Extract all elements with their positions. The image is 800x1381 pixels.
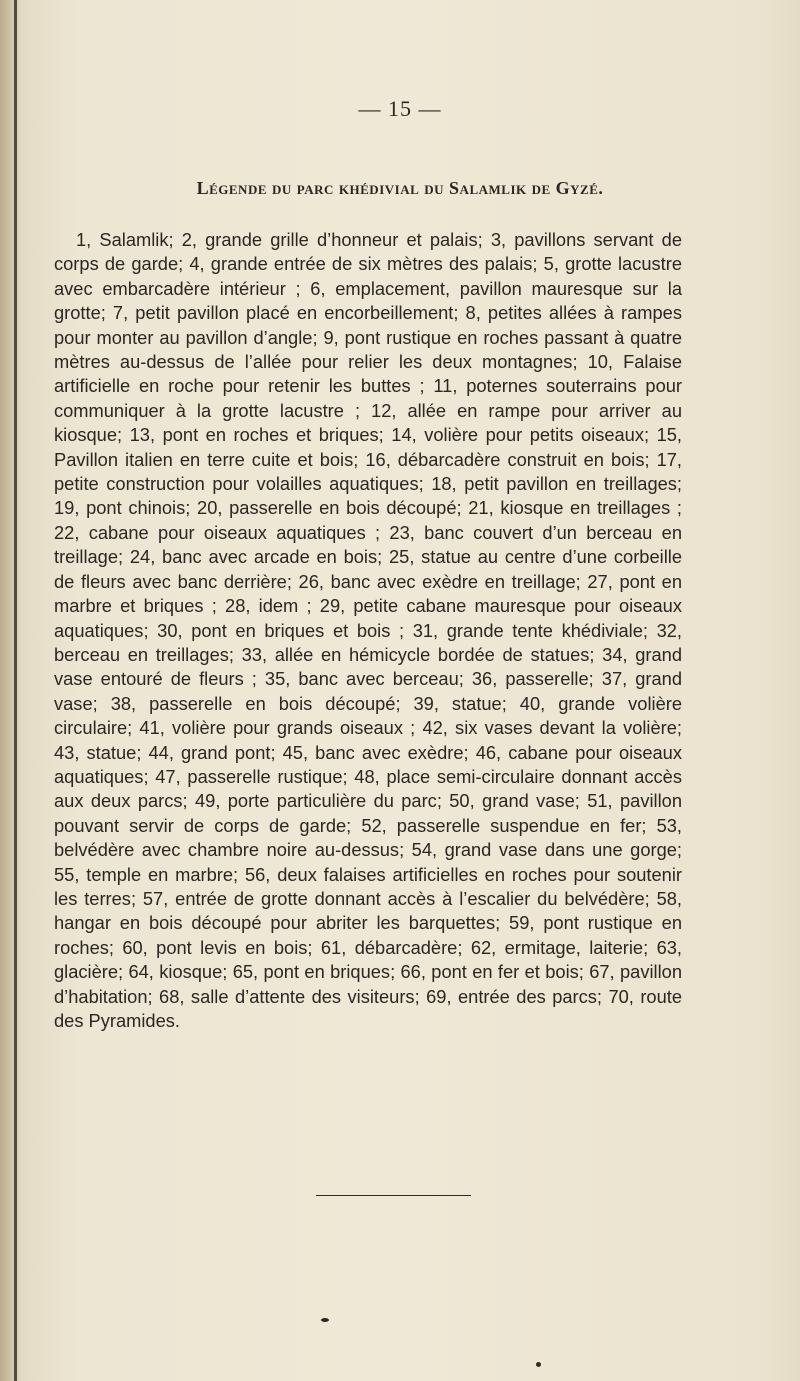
binding-shadow: [0, 0, 22, 1381]
ink-speck: [321, 1318, 329, 1322]
page-number: — 15 —: [358, 96, 442, 121]
legend-paragraph: 1, Salamlik; 2, grande grille d’honneur et palais; 3, pavillons servant de corps de garde; 4, grande entrée de six mètres des palais; 5, grotte lacustre avec embarcadère intérieur ; 6, emplacement, pavillon mauresque sur la grotte; 7, petit pavillon placé en encorbeillement; 8, petites allées à rampes pour monter au pavillon d’angle; 9, pont rustique en roches passant à quatre mètres au-dessus de l’allée pour relier les deux montagnes; 10, Falaise artificielle en roche pour retenir les buttes ; 11, poternes souterrains pour communiquer à la grotte lacustre ; 12, allée en rampe pour arriver au kiosque; 13, pont en roches et briques; 14, volière pour petits oiseaux; 15, Pavillon italien en terre cuite et bois; 16, débarcadère construit en bois; 17, petite construction pour volailles aquatiques; 18, petit pavillon en treillages; 19, pont chinois; 20, passerelle en bois découpé; 21, kiosque en treillages ; 22, cabane pour oiseaux aquatiques ; 23, banc couvert d’un berceau en treillage; 24, banc avec arcade en bois; 25, statue au centre d’une corbeille de fleurs avec banc derrière; 26, banc avec exèdre en treillage; 27, pont en marbre et briques ; 28, idem ; 29, petite cabane mauresque pour oiseaux aquatiques; 30, pont en briques et bois ; 31, grande tente khédiviale; 32, berceau en treillages; 33, allée en hémicycle bordée de statues; 34, grand vase entouré de fleurs ; 35, banc avec berceau; 36, passerelle; 37, grand vase; 38, passerelle en bois découpé; 39, statue; 40, grande volière circulaire; 41, volière pour grands oiseaux ; 42, six vases devant la volière; 43, statue; 44, grand pont; 45, banc avec exèdre; 46, cabane pour oiseaux aquatiques; 47, passerelle rustique; 48, place semi-circulaire donnant accès aux deux parcs; 49, porte particulière du parc; 50, grand vase; 51, pavillon pouvant servir de corps de garde; 52, passerelle suspendue en fer; 53, belvédère avec chambre noire au-dessus; 54, grand vase dans une gorge; 55, temple en marbre; 56, deux falaises artificielles en roches pour soutenir les terres; 57, entrée de grotte donnant accès à l’escalier du belvédère; 58, hangar en bois découpé pour abriter les barquettes; 59, pont rustique en roches; 60, pont levis en bois; 61, débarcadère; 62, ermitage, laiterie; 63, glacière; 64, kiosque; 65, pont en briques; 66, pont en fer et bois; 67, pavillon d’habitation; 68, salle d’attente des visiteurs; 69, entrée des parcs; 70, route des Pyramides.: [54, 229, 682, 1031]
closing-rule: [316, 1195, 471, 1196]
ink-speck: [536, 1362, 541, 1367]
binding-edge-line: [14, 0, 17, 1381]
legend-title: Légende du parc khédivial du Salamlik de Gyzé.: [196, 178, 604, 198]
